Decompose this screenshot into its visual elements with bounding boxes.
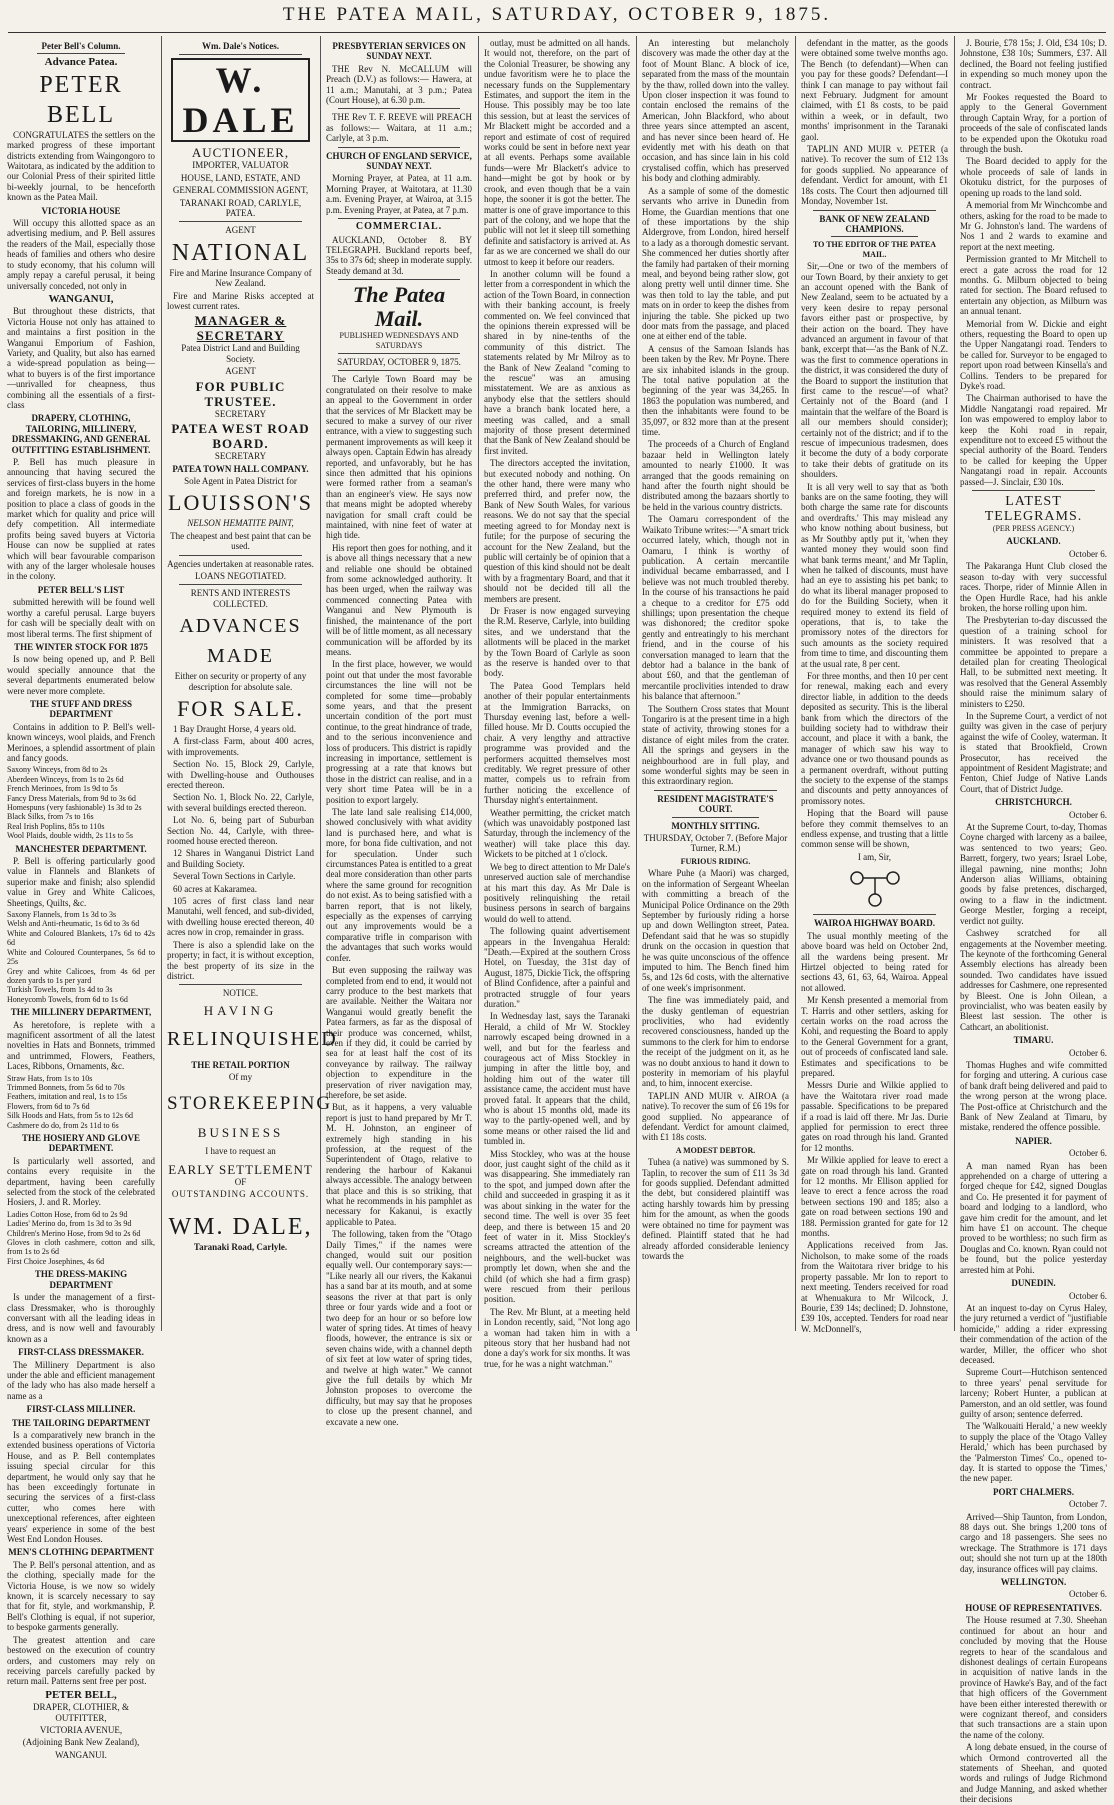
paragraph: The proceeds of a Church of England bazaar held in Wellington lately amounted to nearly £1000. It was arranged that the goods remaining on hand after the fourth night should be distributed among the bazaars shortly to be held in the various country districts. (642, 439, 789, 512)
publication-line: PUBLISHED WEDNESDAYS AND SATURDAYS (339, 331, 459, 350)
list-item: Ladies' Merino do, from 1s 3d to 3s 9d (7, 1219, 132, 1229)
paragraph: The Chairman authorised to have the Middle Nangatangi road repaired. Mr Ion was empowered to employ labor to keep the Kohi road in repair, expenditure not to exceed £5 without the special authority of the Board. Tenders to be called for keeping the Upper Nangatangi road in repair. Accounts passed—J. Sinclair, £30 10s. (960, 393, 1107, 487)
title-line: AUCTIONEER, (191, 145, 290, 161)
paragraph: The Carlyle Town Board may be congratulated on their resolve to make an appeal to the Government in order that the services of Mr Blackett may be secured to make a survey of our river entrance, with a view to suggesting such permanent improvements as will keep it always open. Captain Edwin has already reported, and unfavorably, but he has since then admitted that his opinions were formed rather from a seaman's than an engineer's view. He says now that means might be adopted whereby navigation for small craft could be maintained, with nine feet of water at high tide. (326, 374, 472, 541)
list-item: Real Irish Poplins, 85s to 110s (7, 821, 105, 831)
paragraph: Fire and Marine Risks accepted at lowest current rates. (167, 290, 314, 312)
signature-line: WANGANUI. (55, 1749, 107, 1760)
subheading: FIRST-CLASS MILLINER. (26, 1404, 136, 1415)
paragraph: At an inquest to-day on Cyrus Haley, the jury returned a verdict of "justifiable homicide," adding a rider expressing their commendation of the action of the warder, Miller, the officer who shot deceased. (960, 1302, 1107, 1365)
paragraph: Several Town Sections in Carlyle. (173, 871, 296, 882)
dateline: October 6. (1069, 1290, 1107, 1301)
list-item: Cashmere do do, from 2s 11d to 6s (7, 1120, 119, 1130)
paragraph: Fire and Marine Insurance Company of New Zealand. (169, 267, 312, 289)
list-item: Silk Hoods and Hats, from 5s to 12s 6d (7, 1111, 133, 1121)
label: AGENT (225, 366, 256, 377)
paragraph: Either on security or property of any description for absolute sale. (174, 671, 307, 692)
list-item: White and Coloured Counterpanes, 5s 6d to 25s (7, 947, 155, 967)
subheading: PETER BELL'S LIST (37, 584, 125, 595)
signature: I am, Sir, (857, 851, 892, 862)
subheading: BANK OF NEW ZEALAND CHAMPIONS. (819, 213, 930, 234)
title-line: NOTICE. (222, 988, 259, 999)
paragraph: The Southern Cross states that Mount Tongariro is at the present time in a high state of activity, throwing stones for a distance of eight miles from the crater. All the springs and geysers in the neighbourhood are in full play, and some wonderful sights may be seen in this extraordinary region. (642, 703, 789, 787)
list-item: Flowers, from 6d to 7s 6d (7, 1101, 90, 1111)
paragraph: THE Rev T. F. REEVE will PREACH as follows:— Waitara, at 11 a.m.; Carlyle, at 3 p.m. (326, 112, 472, 144)
subheading: DRAPERY, CLOTHING, TAILORING, MILLINERY, DRESSMAKING, AND GENERAL OUTFITTING ESTABLISHMENT. (11, 413, 151, 455)
subheading: PRESBYTERIAN SERVICES ON SUNDAY NEXT. (332, 41, 466, 62)
price-list (7, 1210, 155, 1266)
paragraph: Supreme Court—Hutchison sentenced to three years' penal servitude for larceny; Robert Hunter, a publican at Pamerston, and an old settler, was found guilty of arson; sentence deferred. (960, 1367, 1107, 1419)
list-item: White and Coloured Blankets, 17s 6d to 42s 6d (7, 928, 155, 948)
subheading: CHRISTCHURCH. (995, 797, 1072, 808)
paragraph: 1 Bay Draught Horse, 4 years old. (173, 723, 296, 734)
paragraph: In another column will be found a letter from a correspondent in which the action of the Town Board, in connection with their banking account, is freely commented on. We feel convinced that the opinions therein expressed will be shared in by nine-tenths of the community of this district. The statements related by Mr Milroy as to the Bank of New Zealand "coming to the rescue" was an amusing misstatement. We are as anxious as anybody else that the settlers should have a branch bank located here, a meeting was called, and a small majority of those present determined that the Bank of New Zealand should be first invited. (484, 268, 630, 456)
paragraph: Messrs Durie and Wilkie applied to have the Waitotara river road made passable. Specifications to be prepared if a road is laid off there. Mr Jas. Durie applied for permission to erect three gates on road through his land. Granted for 12 months. (801, 1080, 948, 1153)
paragraph: But even supposing the railway was completed from end to end, it would not carry produce to the best markets that are available. Neither the Waitara nor Wanganui would greatly benefit the Patea farmers, as far as the disposal of their produce was concerned, whilst, even if they did, it could be carried by sea for at least half the cost of its conveyance by railway. The railway objection to expenditure in the preservation of river navigation may, therefore, be set aside. (326, 965, 472, 1100)
paragraph: The House resumed at 7.30. Sheehan continued for about an hour and concluded by moving that the House regrets to hear of the scandalous and dishonest dealings of certain Europeans in acquisition of native lands in the province of Hawke's Bay, and of the fact that high officers of the Government have been either interested therewith or were cognizant thereof, and considers that such transactions are a stain upon the name of the colony. (960, 1615, 1107, 1740)
signature-line: Taranaki Road, Carlyle. (193, 1241, 288, 1252)
paragraph: But throughout these districts, that Victoria House not only has attained to and maintains a first position in the Wanganui Emporium of Fashion, Variety, and Quality, but also has earned a wide-spread population as being—what to buyers is of the first importance—unrivalled for cheapness, thus combining all the essentials of a first-class (7, 306, 155, 410)
paper-title: The Patea Mail. (352, 282, 446, 332)
subheading: HOUSE OF REPRESENTATIVES. (965, 1602, 1102, 1613)
paragraph: Is a comparatively new branch in the extended business operations of Victoria House, and as P. Bell contemplates issuing special circular for this department, he would only say that he has been exceedingly fortunate in securing the services of a first-class cutter, who comes here with unexceptional references, after eighteen years' experience in some of the best West End London Houses. (7, 1429, 155, 1545)
price-list (7, 910, 155, 1004)
paragraph: defendant in the matter, as the goods were obtained some twelve months ago. The Bench (to defendant)—When can you pay for these goods? Defendant—I think I can manage to pay without fail next February. Judgment for amount claimed, with £1 8s costs, to be paid within a week, or in default, two months' imprisonment in the Taranaki gaol. (801, 38, 948, 142)
list-item: French Merinoes, from 1s 9d to 5s (7, 784, 118, 794)
title-line: ADVANCES MADE (179, 615, 302, 668)
list-item: Ladies Cotton Hose, from 6d to 2s 9d (7, 1209, 128, 1219)
paragraph: The following, taken from the "Otago Daily Times," if the names were changed, would suit our position equally well. Our contemporary says:— "Like nearly all our rivers, the Kakanui has a sand bar at its mouth, and at some seasons the river at that part is only three or four yards wide and a foot or two deep for an hour or so before low water of spring tides. At times of heavy floods, however, the entrance is six or seven chains wide, with a channel depth of six feet at low water of spring tides, and twelve at high water." We cannot give the full details by which Mr Johnston proposes to overcome the difficulty, but may say that he proposes to close up the present channel, and excavate a new one. (326, 1229, 472, 1427)
column-telegrams (955, 36, 1112, 1805)
paragraph: LOANS NEGOTIATED. (195, 570, 286, 581)
paragraph: The directors accepted the invitation, but executed nobody and nothing. On the other hand, there were many who preferred third, and prefer now, the Bank of New South Wales, for various reasons. We do not say that the special meeting agreed to for Monday next is futile; for the purpose of securing the account for the New Zealand, but the public will certainly be of opinion that a question of this kind should not be dealt with by a fragmentary Board, and that it should not be decided till all the members are present. (484, 458, 630, 604)
paragraph: Is under the management of a first-class Dressmaker, who is thoroughly conversant with all the leading ideas in dress, and is now well and favourably known as a (7, 1292, 155, 1344)
subheading: CHURCH OF ENGLAND SERVICE, SUNDAY NEXT. (326, 150, 472, 172)
subheading: THE TAILORING DEPARTMENT (11, 1417, 151, 1428)
title-line: OF (234, 1176, 247, 1187)
paragraph: P. Bell is offering particularly good value in Flannels and Blankets of superior make and finish; also splendid value in Grey and White Calicoes, Sheetings, Quilts, &c. (7, 856, 155, 908)
list-item: Children's Merino Hose, from 9d to 2s 6d (7, 1228, 141, 1238)
dateline: October 7. (1069, 1499, 1107, 1510)
list-item: Trimmed Bonnets, from 5s 6d to 70s (7, 1082, 125, 1092)
dateline: October 6. (1069, 1148, 1107, 1159)
paragraph: Tuhea (a native) was summoned by S. Taplin, to recover the sum of £11 3s 3d for goods supplied. Defendant admitted the debt, but considered plaintiff was acting harshly towards him by pressing him for the amount, as when the goods were obtained no time for payment was defined. Plaintiff stated that he had already afforded considerable leniency towards the (642, 1157, 789, 1261)
signature-line: DRAPER, CLOTHIER, & OUTFITTER, (32, 1702, 129, 1723)
label: SECRETARY (214, 451, 267, 462)
paragraph: The greatest attention and care bestowed on the execution of country orders, and customers may rely on receiving parcels carefully packed by return mail. Patterns sent free per post. (7, 1634, 155, 1687)
advertiser-name: PETER BELL (39, 71, 123, 128)
subheading: WANGANUI, (48, 292, 114, 305)
title-line: TARANAKI ROAD, CARLYLE, PATEA. (179, 197, 302, 219)
company-name: LOUISSON'S (168, 490, 313, 516)
paragraph: Thomas Hughes and wife committed for forging and uttering. A curious case of bank draft being delivered and paid to the wrong person at the wrong place. The Post-office at Christchurch and the Bank of New Zealand at Timaru, by mistake, rendered the offence possible. (960, 1059, 1107, 1133)
paragraph: Sole Agent in Patea District for (184, 475, 297, 486)
paragraph: Section No. 15, Block 29, Carlyle, with Dwelling-house and Outhouses erected thereon. (167, 759, 314, 790)
title-line: STOREKEEPING (167, 1092, 333, 1114)
paragraph: Is now being opened up, and P. Bell would specially announce that the several departments enumerated below were never more complete. (7, 654, 155, 696)
paragraph: But, as it happens, a very valuable report is just to hand prepared by Mr T. M. H. Johnston, an engineer of extremely high standing in his profession, at the request of the Superintendent of Otago, relative to rendering the harbour of Kakanui always accessible. The analogy between that place and this is so striking, that what he recommends in his pamphlet as necessary for Kakanui, is exactly applicable to Patea. (326, 1102, 472, 1227)
paragraph: The fine was immediately paid, and the dusky gentleman of equestrian proclivities, who had evidently recovered consciousness, handed up the summons to the clerk for him to endorse the receipt of the judgment on it, as he was no doubt anxious to hand it down to posterity in memoriam of his playful and, to him, innocent exercise. (642, 995, 789, 1089)
paragraph: AUCKLAND, October 8. BY TELEGRAPH. Buckland reports beef, 35s to 37s 6d; sheep in moderate supply. Steady demand at 3d. (326, 234, 472, 276)
subheading: MONTHLY SITTING. (671, 820, 760, 831)
paragraph: As a sample of some of the domestic servants who arrive in Dunedin from Home, the Guardian mentions that one of these importations by the ship Aldergrove, from London, hired herself to a lady as a thorough domestic servant. She commenced her duties shortly after the family had partaken of their morning meal, and beyond being rather slow, got along pretty well until dinner time. She was then told to lay the table, and put mats on in order to keep the dishes from injuring the table. She picked up two door mats from the passage, and placed one at either end of the table. (642, 185, 789, 342)
signature-device (801, 866, 948, 910)
paragraph: The Millinery Department is also under the able and efficient management of the lady who has also made herself a name as a (7, 1359, 155, 1401)
column-editorial (321, 36, 477, 1427)
paragraph: A memorial from Mr Winchcombe and others, asking for the road to be made to Mr G. Johnston's land. The wardens of Nos 1 and 2 wards to examine and report at the next meeting. (960, 200, 1107, 252)
label: SECRETARY (214, 408, 267, 419)
paragraph: The 'Walkouaiti Herald,' a new weekly to supply the place of the 'Otago Valley Herald,' which has been purchased by the 'Palmerston Times' Co., opened to-day. It is started to oppose the 'Times,' the new paper. (960, 1421, 1107, 1484)
paragraph: A long debate ensued, in the course of which Ormond controverted all the statements of Sheehan, and quoted words and rulings of Judge Richmond and Judge Manning, and asked whether their decisions (960, 1742, 1107, 1805)
column-heading: Wm. Dale's Notices. (202, 41, 279, 51)
paragraph: Will occupy this allotted space as an advertising medium, and P. Bell assures the readers of the Mail, especially those heads of families and others who desire to study economy, that his column will amply repay a careful perusal, it being universally conceded, not only in (7, 218, 155, 291)
title-line: IMPORTER, VALUATOR (192, 160, 289, 171)
price-list (7, 765, 155, 840)
subheading: A MODEST DEBTOR. (675, 1145, 756, 1155)
paragraph: For three months, and then 10 per cent for renewal, making each and every director liable, in addition to the deeds deposited as security. This is the liberal bank from which the directors of the building society had to withdraw their account, and place it with a bank, the manager of which saw his way to advance one or two thousand pounds as a permanent overdraft, without putting the society to the expense of the stamps and discounts and petty annoyances of promissory notes. (801, 670, 948, 806)
column-heading: Peter Bell's Column. (41, 41, 121, 51)
column-peter-bell (2, 36, 160, 1760)
title-line: OUTSTANDING ACCOUNTS. (171, 1189, 310, 1200)
paragraph: TAPLIN AND MUIR v. PETER (a native). To recover the sum of £12 13s for goods supplied. No appearance of defendant. Verdict for amount, with £1 18s costs. The Court then adjourned till Monday, November 1st. (801, 144, 948, 207)
column-news-court (637, 36, 794, 1331)
signature-line: VICTORIA AVENUE, (39, 1724, 123, 1735)
dateline: October 6. (1069, 809, 1107, 820)
paragraph: Is particularly well assorted, and contains every requisite in the department, having been carefully selected from the stock of the celebrated Hosiers, J. and R. Morley. (7, 1155, 155, 1208)
paragraph: outlay, must be admitted on all hands. It would not, therefore, on the part of the Colonial Treasurer, be showing any undue favoritism were he to place the necessary funds on the Supplementary Estimates, and support the item in the House. This possibly may be too late this session, but at least the services of Mr Blackett might be accorded and a report and estimate of cost of required works could be sent in before next year at all events. Perhaps some available funds—were Mr Blackett's advice to hand—might be got by hook or by crook, and even though that be a vain hope, the sooner it is got the better. The matter is one of grave importance to this part of the colony, and we hope that the public will not let it sleep till something definite and satisfactory is arrived at. As far as we are concerned we shall do our utmost to keep it before our readers. (484, 38, 630, 267)
paragraph: The following quaint advertisement appears in the Invengahua Herald: "Death.—Expired at the southern Cross Hotel, on Tuesday, the 31st day of August, 1875, Dickie Tick, the offspring of Blind Confidence, after a painful and protracted struggle of four years duration." (484, 926, 630, 1009)
paragraph: There is also a splendid lake on the property; in fact, it is without exception, the best property of its size in the district. (167, 939, 314, 981)
list-item: Turkish Towels, from 1s 4d to 3s (7, 985, 113, 995)
paragraph: Agencies undertaken at reasonable rates. (167, 558, 314, 569)
title-line: HOUSE, LAND, ESTATE, AND (180, 172, 301, 183)
paragraph: Memorial from W. Dickie and eight others, requesting the Board to open up the Upper Nangatangi road. Tenders to be called for. Surveyor to be engaged to report upon road between Kinsella's and Collins. Tenders to be prepared for Dyke's road. (960, 318, 1107, 391)
paragraph: A census of the Samoan Islands has been taken by the Rev. Mr Poyne. There are six inhabited islands in the group. The total native population at the beginning of the year was 34,265. In 1863 the population was numbered, and then the inhabitants were found to be 35,097, or 832 more than at the present time. (642, 343, 789, 438)
paragraph: THE Rev N. McCALLUM will Preach (D.V.) as follows:— Hawera, at 11 a.m.; Manutahi, at 3 p.m.; Patea (Court House), at 6.30 p.m. (326, 63, 472, 106)
paragraph: Dr Fraser is now engaged surveying the R.M. Reserve, Carlyle, into building sites, and we understand that the allotments will be placed in the market by the Town Board of Carlyle as soon as the reserve is handed over to that body. (484, 605, 630, 679)
paragraph: At the Supreme Court, to-day, Thomas Coyne charged with larceny as a bailee, was sentenced to two years; Geo. Barrett, forgery, two years; Israel Lobe, illegal pawning, nine months; John Anderson alias Williams, obtaining goods by false pretences, discharged, owing to a flaw in the indictment. George Mestler, forging a receipt, verdict not guilty. (960, 822, 1107, 926)
paragraph: submitted herewith will be found well worthy a careful perusal. Large buyers for cash will be specially dealt with on most liberal terms. The first shipment of (7, 597, 155, 639)
paragraph: Arrived—Ship Taunton, from London, 88 days out. She brings 1,200 tons of cargo and 18 passengers. She sees no wreckage. The Strathmore is 171 days out; should she not turn up at the 180th day, insurance offices will pay claims. (960, 1511, 1107, 1574)
title-line: Of my (228, 1072, 253, 1083)
paragraph: Lot No. 6, being part of Suburban Section No. 44, Carlyle, with three-roomed house erected thereon. (167, 815, 314, 847)
paragraph: A first-class Farm, about 400 acres, with improvements. (167, 736, 314, 757)
price-list (7, 1074, 155, 1130)
title-line: FOR PUBLIC TRUSTEE. (195, 378, 286, 409)
title-line: HAVING (203, 1002, 278, 1018)
signature: PETER BELL, (45, 1688, 117, 1701)
dateline: October 6. (1069, 1047, 1107, 1058)
subheading: THE WINTER STOCK FOR 1875 (14, 641, 148, 652)
paragraph: In the first place, however, we would point out that under the most favorable circumstances the line will not be completed for some time—probably some years, and that the present uncertain condition of the port must continue, to the great hindrance of trade, and to the serious inconvenience and loss of producers. This district is rapidly increasing in importance, settlement is progressing at a rate that knows but those in the district can realise, and in a very short time Patea will be in a position to export largely. (326, 659, 472, 805)
subheading: DUNEDIN. (1011, 1278, 1056, 1289)
list-item: Saxony Winceys, from 8d to 2s (7, 765, 108, 775)
title-line: THE RETAIL PORTION (191, 1059, 290, 1070)
title-line: PATEA TOWN HALL COMPANY. (172, 463, 309, 474)
subheading: TO THE EDITOR OF THE PATEA MAIL. (812, 240, 937, 259)
title-line: FOR SALE. (177, 695, 304, 721)
paragraph: Mr Wilkie applied for leave to erect a gate on road through his land. Granted for 12 months. Mr Ellison applied for leave to erect a fence across the road between sections 190 and 185; also a gate on road between sections 190 and 188. Permission granted for gate for 12 months. (801, 1155, 948, 1239)
list-item: Honeycomb Towels, from 6d to 1s 6d (7, 994, 128, 1004)
paragraph: The Board decided to apply for the whole proceeds of sale of lands in Okotuku district, for the purposes of opening up roads to the land sold. (960, 156, 1107, 198)
subheading: TIMARU. (1013, 1035, 1054, 1046)
signature-line: (Adjoining Bank New Zealand), (22, 1737, 140, 1748)
title-line: NELSON HEMATITE PAINT, (187, 518, 294, 529)
paragraph: His report then goes for nothing, and it is above all things necessary that a new and reliable one should be obtained from some acknowledged authority. It has been urged, when the railway was commenced connecting Patea with Wanganui and New Plymouth is finished, the maintenance of the port will be of little moment, as all necessary communication will be afforded by its means. (326, 542, 472, 657)
title-line: GENERAL COMMISSION AGENT, (172, 185, 309, 196)
paragraph: Cashwey scratched for all engagements at the November meeting. The keynote of the forthcoming General Assembly elections has already been sounded. Two candidates have issued addresses for Cashmere, one represented by Bleest. One is John Oilean, a provincialist, who was beaten easily by Bleest last session. The other is Cathcart, an abolitionist. (960, 928, 1107, 1032)
paragraph: It is all very well to say that as 'both banks are on the same footing, they will both charge the same rate for discounts and overdrafts.' This may mislead any who know nothing about business, but as Mr Southby aptly put it, 'when they wanted money they would soon find what bank terms meant,' and Mr Taplin, when he talked of discounts, must have had an eye to assisting his pet bank; to do what its liberal manager proposed to do for the Building Society, when it required money to extend its field of operations, that is, to take the promissory notes of the directors for such amounts as the society required from time to time, and discounting them at the usual rate, 8 per cent. (801, 481, 948, 669)
paragraph: TAPLIN AND MUIR v. AIROA (a native). To recover the sum of £6 19s for good supplied. No appearance of defendant. Verdict for amount claimed, with £1 18s costs. (642, 1090, 789, 1143)
paragraph: Weather permitting, the cricket match (which was unavoidably postponed last Saturday, through the inclemency of the weather) will take place this day. Wickets to be pitched at 1 o'clock. (484, 807, 630, 860)
paragraph: In Wednesday last, says the Taranaki Herald, a child of Mr W. Stockley narrowly escaped being drowned in a well, and but for the fearless and courageous act of Miss Stockley in jumping in after the little boy, and holding him out of the water till assistance came, the accident must have proved fatal. It appears that the child, who is about 15 months old, made its way to the partly-opened well, and by some means or other raised the lid and tumbled in. (484, 1011, 630, 1147)
subheading: FIRST-CLASS DRESSMAKER. (18, 1347, 144, 1358)
paragraph: As heretofore, is replete with a magnificent assortment of all the latest novelties in Hats and Bonnets, trimmed and untrimmed, Flowers, Feathers, Laces, Ribbons, Ornaments, &c. (7, 1019, 155, 1072)
subheading: (PER PRESS AGENCY.) (992, 524, 1075, 534)
paragraph: In the Supreme Court, a verdict of not guilty was given in the case of perjury against the wife of Cooley, waterman. It is stated that Brookfield, Crown Prosecutor, has received the appointment of Resident Magistrate; and Fenton, Chief Judge of Native Lands Court, that of District Judge. (960, 710, 1107, 794)
company-name: NATIONAL (171, 239, 310, 266)
paragraph: The cheapest and best paint that can be used. (170, 530, 311, 552)
list-item: Wool Plaids, double width, 2s 11s to 5s (7, 831, 133, 841)
subheading: AUCKLAND. (1006, 536, 1061, 547)
list-item: Welsh and Anti-rheumatic, 1s 6d to 3s 6d (7, 919, 140, 929)
title-line: BUSINESS (197, 1124, 284, 1140)
subheading: THE STUFF AND DRESS DEPARTMENT (30, 698, 132, 720)
title-line: RELINQUISHED (167, 1027, 338, 1050)
paragraph: The Patea Good Templars held another of their popular entertainments at the Immigration Barracks, on Thursday evening last, before a well-filled house. Mr D. Coutts occupied the chair. A very lengthy and attractive programme was provided and the performers acquitted themselves most creditably. We regret pressure of other matter, compels us to refrain from further noticing the excellence of Thursday night's entertainment. (484, 680, 630, 806)
title-line: EARLY SETTLEMENT (168, 1161, 313, 1177)
dateline: October 6. (1069, 548, 1107, 559)
subheading: MEN'S CLOTHING DEPARTMENT (8, 1547, 154, 1558)
ad-heading: Advance Patea. (44, 56, 118, 69)
title-line: I have to request an (205, 1145, 276, 1156)
paragraph: Mr Kensh presented a memorial from T. Harris and other settlers, asking for certain works on the road across the Kohi, and requesting the Board to apply to the General Government for a grant, out of proceeds of confiscated land sale. Estimates and specifications to be prepared. (801, 995, 948, 1078)
subheading: THE HOSIERY AND GLOVE DEPARTMENT. (21, 1133, 141, 1154)
masthead-title: THE PATEA MAIL, SATURDAY, OCTOBER 9, 1875. (282, 4, 832, 25)
dateline: October 6. (1069, 1589, 1107, 1600)
paragraph: An interesting but melancholy discovery was made the other day at the foot of Mount Blanc. A block of ice, separated from the mass of the mountain by the thaw, rolled down into the valley. Upon closer inspection it was found to contain enclosed the remains of the American, John Blackford, who about three years since attempted an ascent, and has never since been heard of. He evidently met with his death on that occasion, and has since lain in his cold crystalised coffin, which has preserved his body and clothing admirably. (642, 38, 789, 184)
title-line: PATEA WEST ROAD BOARD. (171, 421, 310, 452)
subheading: WAIROA HIGHWAY BOARD. (813, 918, 936, 929)
paragraph: P. Bell has much pleasure in announcing that having secured the services of first-class buyers in the home and foreign markets, he is now in a position to place a class of goods in the market which for quality and price will defy competition. All intermediate profits being saved buyers at Victoria House can now be supplied at rates which will bear favourable comparison with any of the larger wholesale houses in the colony. (7, 457, 155, 582)
subheading: THE MILLINERY DEPARTMENT, (10, 1007, 152, 1018)
paragraph: Section No. 1, Block No. 22, Carlyle, with several buildings erected thereon. (167, 792, 314, 813)
paragraph: 12 Shares in Wanganui District Land and Building Society. (167, 848, 314, 869)
paragraph: J. Bourie, £78 15s; J. Old, £34 10s; D. Johnstone, £38 10s; Summers, £37. All declined, the Board not feeling justified in expending so much money upon the contract. (960, 38, 1107, 90)
subheading: VICTORIA HOUSE (41, 205, 121, 216)
paragraph: The Oamaru correspondent of the Waikato Tribune writes:—"A smart trick occurred lately, which, though not in Oamaru, I think is worthy of publication. A certain mercantile individual became embarrassed, and I believe was not much troubled thereby. In the course of his transactions he paid a cheque to a creditor for £75 odd shillings; upon presentation the cheque was dishonored; the creditor spoke gently and entreatingly to his merchant friend, and in the course of his conversation managed to learn that the debtor had a balance in the bank of about £60, and that the gentleman of mercantile proclivities intended to draw his balance that afternoon." (642, 514, 789, 702)
list-item: Fancy Dress Materials, from 9d to 3s 6d (7, 793, 136, 803)
paragraph: 105 acres of first class land near Manutahi, well fenced, and sub-divided, with dwelling house erected thereon, 40 acres now in crop, remainder in grass. (167, 896, 314, 938)
subheading: NAPIER. (1015, 1135, 1052, 1146)
list-item: Grey and white Calicoes, from 4s 6d per dozen yards to 1s per yard (7, 966, 155, 985)
paragraph: 60 acres at Kakaramea. (173, 883, 257, 894)
paragraph: Hoping that the Board will pause before they commit themselves to an endless expense, and trusting that a little common sense will be shown, (801, 808, 948, 850)
paragraph: The Rev. Mr Blunt, at a meeting held in London recently, said, "Not long ago a woman had taken him in with a piteous story that her husband had not done a day's work for six months. It was true, for he was a night watchman." (484, 1306, 630, 1369)
paragraph: The usual monthly meeting of the above board was held on October 2nd, all the wardens being present. Mr Hirtzel objected to being rated for sections 43, 61, 63, 64, Wairoa. Appeal not allowed. (801, 930, 948, 993)
paragraph: Miss Stockley, who was at the house door, just caught sight of the child as it was disappearing. She immediately ran to the spot, and jumped down after the child and succeeded in grasping it as it was about sinking in the water for the second time. The well is over 35 feet deep, and there is between 15 and 20 feet of water in it. Miss Stockley's screams attracted the attention of the neighbours, and the well-bucket was promptly let down, when she and the child (of which she had a firm grasp) were rescued from their perilous position. (484, 1148, 630, 1305)
list-item: Feathers, imitation and real, 1s to 15s (7, 1092, 127, 1102)
paragraph: Contains in addition to P. Bell's well-known winceys, wool plaids, and French Merinoes, a splendid assortment of plain and fancy goods. (7, 721, 155, 763)
column-news (479, 36, 635, 1369)
column-wm-dale (162, 36, 338, 1331)
paragraph: We beg to direct attention to Mr Dale's unreserved auction sale of merchandise at his mart this day. As Mr Dale is positively relinquishing the retail business persons in search of bargains would do well to attend. (484, 861, 630, 924)
paragraph: RENTS AND INTERESTS COLLECTED. (190, 588, 291, 609)
title-line: MANAGER & SECRETARY (194, 313, 287, 344)
subheading: MANCHESTER DEPARTMENT. (15, 843, 147, 854)
subheading: FURIOUS RIDING. (680, 856, 751, 866)
paragraph: Applications received from Jas. Nicholson, to make some of the roads from the Waitotara river bridge to his property passable. Mr Ion to report to next meeting. Tenders received for road at Whenuakura to Mr Wilcock, J. Bourie, £39 14s; declined; D. Johnstone, £39 10s, accepted. Tenders for road near W. McDonnell's, (801, 1240, 948, 1334)
paragraph: The late land sale realising £14,000, showed conclusively with what avidity land is purchased here, and what is more, for bona fide cultivation, and not for speculation. Under such circumstances Patea is entitled to a great deal more consideration than other parts where the same ground for recognition do not exist. As to being satisfied with a barren report, that is not likely, especially as the expenses of carrying out any improvements would be a comparative trifle in comparison with the advantages that such works would confer. (326, 807, 472, 963)
advertiser-name: W. DALE (171, 58, 310, 142)
list-item: Homespuns (very fashionable) 1s 3d to 2s (7, 803, 142, 812)
paragraph: Patea District Land and Building Society. (181, 343, 300, 364)
paragraph: Sir,—One or two of the members of our Town Board, by their anxiety to get an account opened with the Bank of New Zealand, seem to be actuated by a very keen desire to repay personal favors either past or prospective, by their action on the board. They have advanced an argument in favour of that bank, excerpt that—'as the Bank of N.Z. was the first to commence operations in the district, it was considered the duty of the Board to support the institution that first came to the rescue'—of what? Certainly not of the Board (and I maintain that the welfare of the Board is all our members should consider); certainly not of the district; and if to the rescue of impecunious tradesmen, does it become the duty of a body corporate to take their debts of gratitude on its shoulders. (801, 261, 948, 480)
subheading: THE DRESS-MAKING DEPARTMENT (34, 1269, 128, 1290)
paragraph: THURSDAY, October 7. (Before Major Turner, R.M.) (643, 833, 788, 854)
subheading: LATEST TELEGRAMS. (984, 494, 1083, 525)
paragraph: Permission granted to Mr Mitchell to erect a gate across the road for 12 months. G. Milburn objected to being rated for section. The Board refused to entertain any objection, as Milburn was an annual tenant. (960, 254, 1107, 317)
circle-signature-icon (845, 866, 905, 910)
paragraph: Mr Fookes requested the Board to apply to the General Government through Captain Wray, for a portion of proceeds of the sale of confiscated lands to be expended upon the Okotuku road through the bush. (960, 92, 1107, 155)
top-rule (8, 32, 1106, 33)
paragraph: A man named Ryan has been apprehended on a charge of uttering a forged cheque for £42, signed Douglas and Co. He presented it for payment of board and lodging to a landlord, who gave him credit for the amount, and let him have £1 on account. The cheque proved to be worthless; no such firm as Douglas and Co. known. Ryan could not be found, but the police yesterday arrested him at Pohi. (960, 1160, 1107, 1275)
list-item: Straw Hats, from 1s to 10s (7, 1073, 93, 1083)
subheading: RESIDENT MAGISTRATE'S COURT. (657, 793, 774, 815)
paragraph: The P. Bell's personal attention, and as the clothing, specially made for the Victoria House, is we now so widely known, it is scarcely necessary to say that for fit, style, and workmanship, P. Bell's Clothing is equal, if not superior, to bespoke garments generally. (7, 1559, 155, 1633)
list-item: Gloves in cloth cashmere, cotton and silk, from 1s to 2s 6d (7, 1238, 155, 1257)
list-item: Aberdeen Winceys, from 1s to 2s 6d (7, 774, 124, 784)
column-correspondence (796, 36, 953, 1334)
paragraph: The Presbyterian to-day discussed the question of a training school for ministers. It was resolved that a committee be appointed to prepare a detailed plan for creating Theological Hall, to be submitted next meeting. It was resolved that the General Assembly should raise the minimum salary of ministers to £250. (960, 615, 1107, 709)
list-item: Saxony Flannels, from 1s 3d to 3s (7, 910, 117, 920)
signature: WM. DALE, (168, 1213, 313, 1240)
paragraph: The Pakaranga Hunt Club closed the season to-day with very successful races. Thorpe, rider of Minnie Allen in the Open Hurdle Race, had his ankle broken, the horse rolling upon him. (960, 561, 1107, 613)
list-item: First Choice Josephines, 4s 6d (7, 1256, 105, 1266)
list-item: Black Silks, from 7s to 16s (7, 812, 94, 822)
date-line: SATURDAY, OCTOBER 9, 1875. (337, 356, 461, 367)
subheading: PORT CHALMERS. (992, 1486, 1075, 1497)
paragraph: Whare Puhe (a Maori) was charged, on the information of Sergeant Wheelan with committing a breach of the Municipal Police Ordinance on the 29th September by furiously riding a horse up and down Wellington street, Patea. Defendant said that he was so stupidly drunk on the occasion in question that he was quite unconscious of the offence imputed to him. The Bench fined him 5s, and 12s 6d costs, with the alternative of one week's imprisonment. (642, 868, 789, 993)
paragraph: CONGRATULATES the settlers on the marked progress of these important districts extending from Waingongoro to Waitotara, as indicated by the addition to our Colonial Press of their spirited little bi-weekly journal, to be henceforth known as the Patea Mail. (7, 129, 155, 203)
subheading: WELLINGTON. (1000, 1577, 1067, 1588)
paragraph: Morning Prayer, at Patea, at 11 a.m. Morning Prayer, at Waitotara, at 11.30 a.m. Evening Prayer, at Wairoa, at 3.15 p.m. Evening Prayer, at Patea, at 7 p.m. (326, 173, 472, 215)
label: AGENT (225, 225, 256, 236)
masthead (0, 0, 1114, 34)
subheading: COMMERCIAL. (355, 221, 443, 233)
